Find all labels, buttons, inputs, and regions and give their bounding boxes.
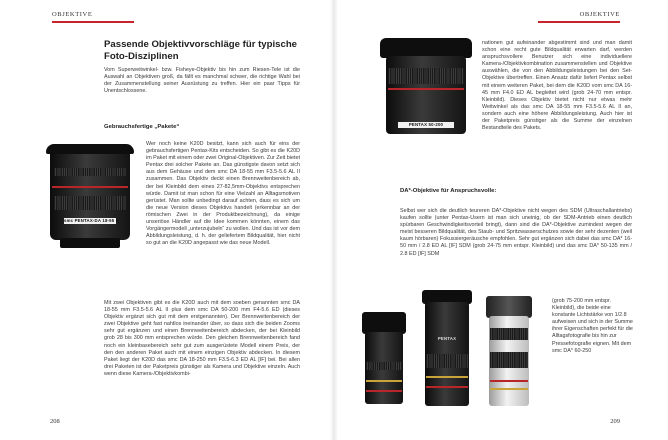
- subhead-da-star: DA*-Objektive für Anspruchsvolle:: [400, 188, 497, 194]
- right-page-number: 209: [610, 418, 620, 425]
- right-section-label: OBJEKTIVE: [579, 11, 620, 18]
- lens-label-18-55: smc PENTAX-DA 18-55 II: [64, 218, 119, 223]
- da-star-narrow-paragraph: (grob 75-200 mm entspr. Kleinbild), die beide eine konstante Lichtstärke von 1/2.8 aufweisen und sich in der Summe ihrer Eigenschaften perfekt für die Alltagsfotografie bis hin zur Pressefotografie eignen. Mit dem smc DA* 60-250: [552, 298, 633, 354]
- lens-photo-da-star-white: [486, 296, 532, 410]
- lens-photo-da-star-large: [422, 290, 472, 410]
- left-section-label: OBJEKTIVE: [52, 11, 93, 18]
- lens-photo-50-200: [378, 38, 474, 140]
- right-page: [334, 0, 668, 440]
- white-lens-label: PENTAX: [437, 336, 457, 341]
- lens-photo-da-star-black: [362, 312, 406, 408]
- left-page-number: 208: [50, 418, 60, 425]
- page-title: Passende Objektivvorschläge für typische Foto-Disziplinen: [104, 39, 298, 62]
- subhead-kits: Gebrauchsfertige „Pakete“: [104, 124, 180, 130]
- two-lens-paragraph: Mit zwei Objektiven gibt es die K20D auch mit dem soeben genannten smc DA 18-55 mm F3.5-5.6 AL II plus dem smc DA 50-200 mm F4-5.6 ED (dieses Objektiv ergänzt sich gut mit dem erstgenannten). Der Brennweitenbereich der zwei Objektive geht fast nahtlos ineinander über, so dass sich die beiden Zooms sehr gut ergänzen und einen Brennweitenbereich abdecken, der bei Kleinbild grob 28 bis 300 mm entsprechen würde. Den gleichen Brennweitenbereich fand noch ein kleinbasebereich sehr gut zum ausgerüstete Modell einem Preis, der den den anderen Paket auch mit einem einzigen Objektiv abdecken. In diesem Paket liegt der K20D das smc DA 18-250 mm F3.5-6.3 ED AL [IF] bei. Bei allen drei Paketen ist der Paketpreis günstiger als Kamera und Objektive einzeln. Auch wenn diese Kamera-/Objektivkombi-: [104, 300, 300, 377]
- left-section-rule: [52, 21, 134, 23]
- intro-paragraph: Vom Superweitwinkel- bzw. Fisheye-Objektiv bis hin zum Riesen-Tele ist die Auswahl an Objektiven groß, da fällt es manchmal schwer, die richtige Wahl bei der Zusammenstellung seiner Ausrüstung zu treffen. Hier ein paar Tipps für Unentschlossene.: [104, 67, 300, 95]
- lens-label-50-200: PENTAX 50-200: [398, 122, 454, 128]
- lens-photo-18-55: [42, 142, 138, 250]
- kit-paragraph: Wer noch keine K20D besitzt, kann sich auch für eins der gebrauchsfertigen Pentax-Kits entscheiden. So gibt es die K20D im Paket mit einem oder zwei Original-Objektiven. Zur Zeit bietet Pentax drei solcher Pakete an. Das günstigste davon setzt sich aus dem Gehäuse und dem smc DA 18-55 mm F3.5-5.6 AL II zusammen. Das Objektiv deckt einen Brennweitenbereich ab, der bei Kleinbild dem eines 27-82,5mm-Objektivs entsprechen würde. Damit ist man schon für eine Vielzahl an Alltagsmotiven gerüstet. Man sollte unbedingt darauf achten, dass es sich um die neue Version dieses Objektivs handelt (erkennbar an der römischen Zwei in der Produktbezeichnung), da einige unseriöse Händler auf die Idee kommen könnten, einem das Vorgängermodell „unterzujubeln“ zu wollen. Und das ist vor dem Abbildungsleistung, d. h. der geliefertem Bildqualität, hier nicht so gut an die K20D angepasst wie das neue Modell.: [146, 141, 300, 247]
- right-section-rule: [538, 21, 620, 23]
- package-paragraph: nationen gut aufeinander abgestimmt sind und man damit schon eine recht gute Bildqualität erwarten darf, werden anspruchsvollere Benutzer sich eine individuellere Kamera-/Objektivkombination zusammenstellen und Objektive auswählen, die von den Abbildungsleistungen bei den Set-Objektive übertreffen. Einen Ansatz dafür liefert Pentax selbst mit einem weiteren Paket, bei dem die K20D vom smc DA 16-45 mm F4.0 ED AL begleitet wird (grob 24-70 mm entspr. Kleinbild). Dieses Objektiv bietet nicht nur etwas mehr Weitwinkel als das smc DA 18-55 mm F3.5-5.6 AL II an, sondern auch eine höhere Abbildungsleistung. Auch hier ist der Paketpreis günstiger als die Summe der einzelnen Bestandteile des Pakets.: [482, 40, 632, 132]
- da-star-paragraph: Selbst wer sich die deutlich teureren DA*-Objektive nicht wegen des SDM (Ultraschallantriebs) kaufen sollte (unter Pentax-Usern ist man sich uneinig, ob der SDM-Antrieb einen deutlich spürbaren Geschwindigkeitsvorteil bringt), dann sind die DA*-Objektive zumindest wegen der meist besseren Bildqualität, des Staub- und Spritzwasserschutzes sowie der sehr dezenten (weil kaum hörbaren) Fokussiergeräusche empfohlen. Sehr gut ergänzen sich dabei das smc DA* 16-50 mm / 2.8 ED AL [IF] SDM (grob 24-75 mm entspr. Kleinbild) und das smc DA* 50-135 mm / 2.8 ED [IF] SDM: [400, 208, 632, 257]
